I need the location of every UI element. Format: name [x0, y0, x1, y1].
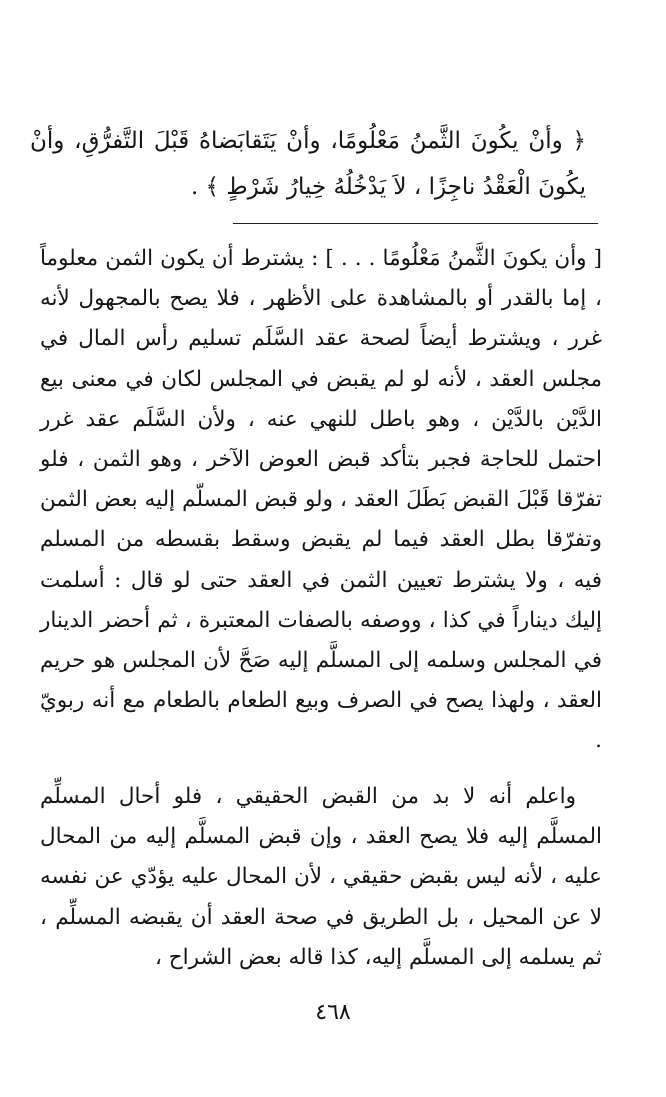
page-number: ٤٦٨ [315, 1000, 351, 1025]
separator-rule [233, 223, 598, 224]
commentary-paragraph-2: واعلم أنه لا بد من القبض الحقيقي ، فلو أحال المسلِّم المسلَّم إليه فلا يصح العقد ، وإن قبض المسلَّم إليه من المحال عليه ، لأنه ليس بقبض حقيقي ، لأن المحال عليه يؤدّي عن نفسه لا عن المحيل ، بل الطريق في صحة العقد أن يقبضه المسلِّم ، ثم يسلمه إلى المسلَّم إليه، كذا قاله بعض الشراح ، [40, 784, 602, 970]
matn-text: ﴿ وأنْ يكُونَ الثَّمنُ مَعْلُومًا، وأنْ يَتَقابَضاهُ قَبْلَ التَّفرُّقِ، وأنْ يكُونَ الْعَقْدُ ناجِزًا ، لاَ يَدْخُلُهُ خِيارُ شَرْطٍ ﴾ . [30, 128, 586, 200]
commentary-paragraph-1: [ وأن يكونَ الثَّمنُ مَعْلُومًا . . . ] : يشترط أن يكون الثمن معلوماً ، إما بالقدر أو بالمشاهدة على الأظهر ، فلا يصح بالمجهول لأنه غرر ، ويشترط أيضاً لصحة عقد السَّلَم تسليم رأس المال في مجلس العقد ، لأنه لو لم يقبض في المجلس لكان في معنى بيع الدَّيْن بالدَّيْن ، وهو باطل للنهي عنه ، ولأن السَّلَم عقد غرر احتمل للحاجة فجبر بتأكد قبض العوض الآخر ، وهو الثمن ، فلو تفرّقا قَبْلَ القبض بَطَلَ العقد ، ولو قبض المسلّم إليه بعض الثمن وتفرّقا بطل العقد فيما لم يقبض وسقط بقسطه من المسلم فيه ، ولا يشترط تعيين الثمن في العقد حتى لو قال : أسلمت إليك ديناراً في كذا ، ووصفه بالصفات المعتبرة ، ثم أحضر الدينار في المجلس وسلمه إلى المسلَّم إليه صَحَّ لأن المجلس هو حريم العقد ، ولهذا يصح في الصرف وبيع الطعام بالطعام مع أنه ربويّ . [40, 246, 602, 754]
